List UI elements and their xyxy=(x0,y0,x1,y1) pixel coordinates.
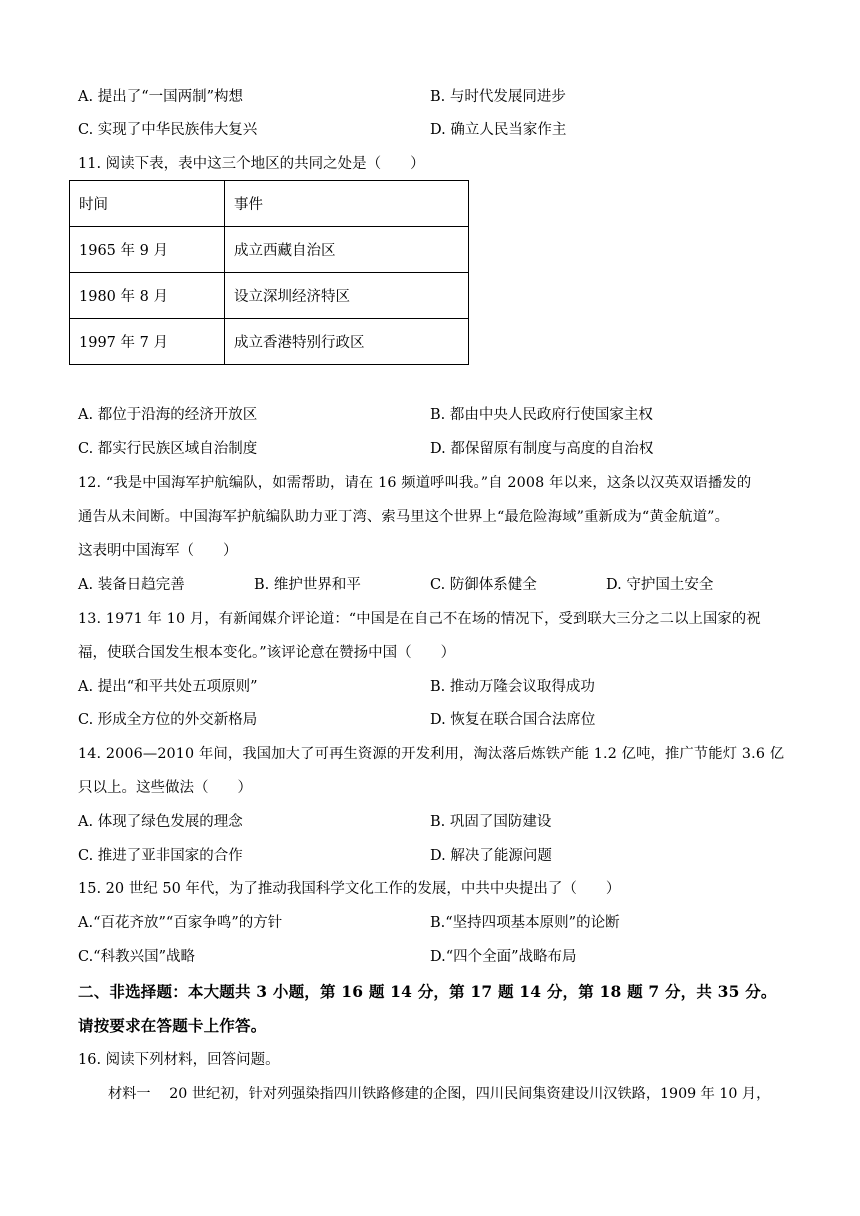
q15-option-c: C.“科教兴国”战略 xyxy=(78,949,196,965)
table-row xyxy=(70,273,469,319)
q16-material-1: 材料一 20 世纪初，针对列强染指四川铁路修建的企图，四川民间集资建设川汉铁路，1909 年 10 月， xyxy=(108,1086,771,1102)
q11-option-d: D. 都保留原有制度与高度的自治权 xyxy=(430,441,654,457)
table-header-row xyxy=(70,181,469,227)
q11-table xyxy=(69,180,469,365)
q12-option-d: D. 守护国土安全 xyxy=(606,577,714,593)
q14-option-a: A. 体现了绿色发展的理念 xyxy=(78,814,243,830)
q15-option-d: D.“四个全面”战略布局 xyxy=(430,949,577,965)
q12-line-3: 这表明中国海军（ ） xyxy=(78,543,238,559)
q12-option-a: A. 装备日趋完善 xyxy=(78,577,185,593)
q12-line-2: 通告从未间断。中国海军护航编队助力亚丁湾、索马里这个世界上“最危险海域”重新成为“黄金航道”。 xyxy=(78,509,730,525)
q10-option-b: B. 与时代发展同进步 xyxy=(430,89,566,105)
q15-option-b: B.“坚持四项基本原则”的论断 xyxy=(430,915,620,931)
table-row xyxy=(70,319,469,365)
q14-option-c: C. 推进了亚非国家的合作 xyxy=(78,848,243,864)
table-row xyxy=(70,227,469,273)
table-cell-event: 成立西藏自治区 xyxy=(225,227,469,273)
q11-option-a: A. 都位于沿海的经济开放区 xyxy=(78,407,258,423)
q14-option-d: D. 解决了能源问题 xyxy=(430,848,552,864)
q11-option-c: C. 都实行民族区域自治制度 xyxy=(78,441,258,457)
q14-line-2: 只以上。这些做法（ ） xyxy=(78,780,252,796)
table-cell-time: 1980 年 8 月 xyxy=(70,273,225,319)
q15-stem: 15. 20 世纪 50 年代，为了推动我国科学文化工作的发展，中共中央提出了（ ） xyxy=(78,881,621,897)
q13-option-b: B. 推动万隆会议取得成功 xyxy=(430,679,595,695)
section-2-instruction: 请按要求在答题卡上作答。 xyxy=(78,1016,267,1035)
q11-option-b: B. 都由中央人民政府行使国家主权 xyxy=(430,407,653,423)
q16-stem: 16. 阅读下列材料，回答问题。 xyxy=(78,1052,280,1068)
table-cell-event: 设立深圳经济特区 xyxy=(225,273,469,319)
q14-line-1: 14. 2006—2010 年间，我国加大了可再生资源的开发利用，淘汰落后炼铁产能 1.2 亿吨，推广节能灯 3.6 亿 xyxy=(78,746,785,762)
q10-option-a: A. 提出了“一国两制”构想 xyxy=(78,89,244,105)
table-cell-time: 1997 年 7 月 xyxy=(70,319,225,365)
section-2-heading: 二、非选择题：本大题共 3 小题，第 16 题 14 分，第 17 题 14 分，第 18 题 7 分，共 35 分。 xyxy=(78,982,777,1001)
q13-line-1: 13. 1971 年 10 月，有新闻媒介评论道：“中国是在自己不在场的情况下，受到联大三分之二以上国家的祝 xyxy=(78,611,761,627)
q10-option-c: C. 实现了中华民族伟大复兴 xyxy=(78,122,258,138)
table-header-event: 事件 xyxy=(225,181,469,227)
q13-option-c: C. 形成全方位的外交新格局 xyxy=(78,712,258,728)
q14-option-b: B. 巩固了国防建设 xyxy=(430,814,552,830)
q12-option-c: C. 防御体系健全 xyxy=(430,577,537,593)
table-header-time: 时间 xyxy=(70,181,225,227)
q13-option-d: D. 恢复在联合国合法席位 xyxy=(430,712,596,728)
q10-option-d: D. 确立人民当家作主 xyxy=(430,122,567,138)
q11-stem: 11. 阅读下表，表中这三个地区的共同之处是（ ） xyxy=(78,156,425,172)
q13-line-2: 福，使联合国发生根本变化。”该评论意在赞扬中国（ ） xyxy=(78,645,456,661)
q15-option-a: A.“百花齐放”“百家争鸣”的方针 xyxy=(78,915,283,931)
q13-option-a: A. 提出“和平共处五项原则” xyxy=(78,679,258,695)
table-cell-event: 成立香港特别行政区 xyxy=(225,319,469,365)
q12-line-1: 12. “我是中国海军护航编队，如需帮助，请在 16 频道呼叫我。”自 2008 年以来，这条以汉英双语播发的 xyxy=(78,475,752,491)
table-cell-time: 1965 年 9 月 xyxy=(70,227,225,273)
q12-option-b: B. 维护世界和平 xyxy=(254,577,361,593)
